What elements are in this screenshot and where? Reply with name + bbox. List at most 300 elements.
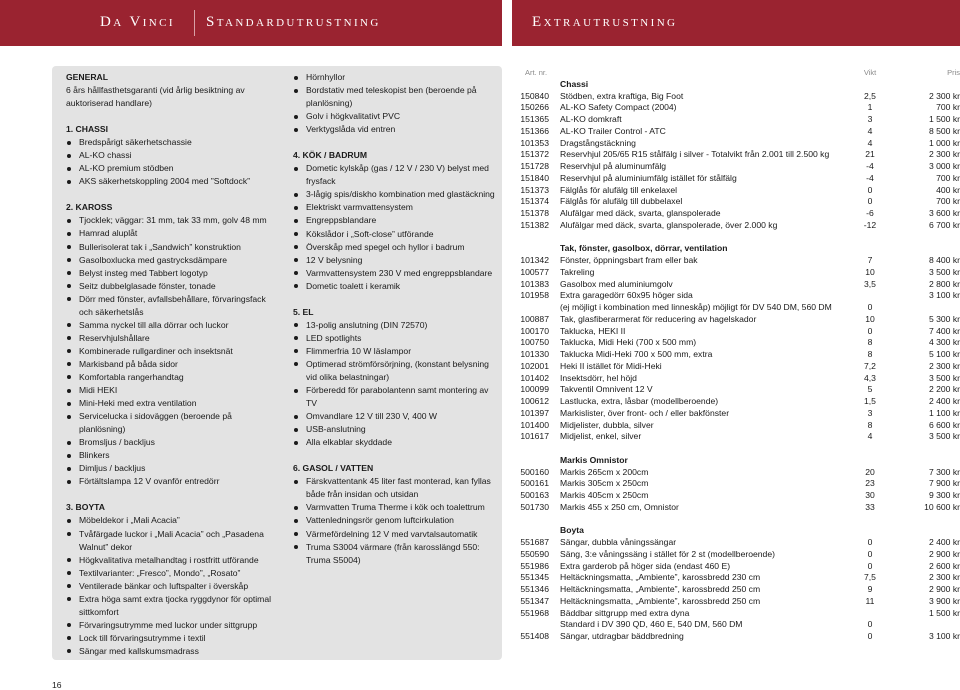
item-price: 2 900 kr (928, 584, 960, 594)
section-heading: 1. CHASSI (66, 124, 109, 135)
table-row (516, 220, 960, 232)
bullet-list (66, 136, 278, 188)
list-item: Ventilerade bänkar och luftspalter i överskåp (66, 580, 278, 593)
spacer (293, 293, 498, 306)
list-item: Överskåp med spegel och hyllor i badrum (293, 241, 498, 254)
item-price: 2 300 kr (928, 149, 960, 160)
item-price: 3 100 kr (928, 290, 960, 301)
article-number: 101958 (520, 290, 549, 301)
article-number: 551347 (520, 595, 549, 606)
spacer (66, 488, 278, 501)
list-item: Dimljus / backljus (66, 462, 278, 475)
article-number: 100577 (520, 266, 549, 277)
list-item: Bromsljus / backljus (66, 436, 278, 449)
item-weight: 4 (867, 137, 873, 148)
list-item: Tvåfärgade luckor i „Mali Acacia” och „Pasadena Walnut” dekor (66, 528, 278, 554)
section-heading: 3. BOYTA (66, 502, 105, 513)
item-description: Alufälgar med däck, svarta, glanspolerade, över 2.000 kg (560, 219, 778, 230)
item-description: Gasolbox med aluminiumgolv (560, 278, 673, 289)
article-number: 500163 (520, 490, 549, 500)
list-item: Alla elkablar skyddade (293, 436, 498, 449)
table-row (516, 467, 960, 479)
table-row (516, 173, 960, 185)
list-item: Komfortabla rangerhandtag (66, 371, 278, 384)
item-weight: 0 (867, 302, 873, 312)
item-description: Extra garagedörr 60x95 höger sida (560, 290, 693, 301)
item-weight: 7,5 (864, 572, 876, 583)
list-item: Optimerad strömförsörjning, (konstant belysning vid olika belastningar) (293, 358, 498, 384)
table-row (516, 185, 960, 197)
item-price: 1 000 kr (928, 137, 960, 148)
list-item: Varmvatten Truma Therme i kök och toalettrum (293, 501, 498, 514)
section-heading: 4. KÖK / BADRUM (293, 150, 368, 161)
brand-title: Da Vinci (100, 14, 175, 30)
item-price: 2 900 kr (928, 548, 960, 559)
item-price: 1 500 kr (928, 607, 960, 618)
item-weight: 4 (867, 431, 873, 442)
list-item: Förvaringsutrymme med luckor under sittgrupp (66, 619, 278, 632)
table-row (516, 478, 960, 490)
item-description: Taklucka, HEKI II (560, 325, 626, 336)
banner-divider (194, 10, 195, 36)
list-item: Bordstativ med teleskopist ben (beroende på planlösning) (293, 84, 498, 110)
item-price: 2 400 kr (928, 537, 960, 547)
item-description: Heki II istället för Midi-Heki (560, 360, 662, 371)
table-row (516, 549, 960, 561)
item-price: 2 800 kr (928, 278, 960, 289)
list-item: Midi HEKI (66, 384, 278, 397)
item-price: 3 500 kr (928, 431, 960, 442)
list-item: Gasolboxlucka med gastrycksdämpare (66, 254, 278, 267)
table-row (516, 420, 960, 432)
article-number: 151366 (520, 125, 549, 136)
spacer (516, 443, 960, 455)
item-weight: 0 (867, 325, 873, 336)
item-weight: 21 (865, 149, 875, 160)
item-description: AL-KO domkraft (560, 114, 622, 124)
item-weight: 4 (867, 125, 873, 136)
item-weight: 10 (865, 313, 875, 324)
list-item: Servicelucka i sidoväggen (beroende på planlösning) (66, 410, 278, 436)
item-description: Taklucka, Midi Heki (700 x 500 mm) (560, 337, 697, 348)
list-item: Truma S3004 värmare (från karosslängd 550: Truma S5004) (293, 541, 498, 567)
list-item: Kombinerade rullgardiner och insektsnät (66, 345, 278, 358)
list-item: Dometic kylskåp (gas / 12 V / 230 V) belyst med frysfack (293, 162, 498, 188)
list-item: Extra höga samt extra tjocka ryggdynor för optimal sittkomfort (66, 593, 278, 619)
article-number: 150266 (520, 102, 549, 113)
article-number: 151372 (520, 149, 549, 160)
item-weight: 30 (865, 490, 875, 500)
item-weight: 20 (865, 466, 875, 477)
item-price: 1 100 kr (928, 407, 960, 418)
item-description: Lastlucka, extra, låsbar (modellberoende) (560, 396, 719, 406)
group-heading (516, 243, 960, 255)
bullet-list (293, 162, 498, 292)
item-price: 2 300 kr (928, 360, 960, 371)
list-item: AKS säkerhetskoppling 2004 med ”Softdock” (66, 175, 278, 188)
item-description: Sängar, dubbla våningssängar (560, 537, 677, 547)
column-header-price: Pris (947, 68, 960, 77)
extra-title: Extrautrustning (532, 14, 678, 30)
table-row (516, 572, 960, 584)
article-number: 151373 (520, 184, 549, 195)
list-item: Sängar med kallskumsmadrass (66, 645, 278, 658)
item-weight: 0 (867, 548, 873, 559)
list-item: AL-KO chassi (66, 149, 278, 162)
table-header (516, 67, 960, 79)
bullet-list (66, 214, 278, 488)
group-heading (516, 525, 960, 537)
article-number: 101383 (520, 278, 549, 289)
list-item: Golv i högkvalitativt PVC (293, 110, 498, 123)
item-price: 5 300 kr (928, 313, 960, 324)
item-description: Markislister, över front- och / eller bakfönster (560, 407, 730, 418)
table-row (516, 431, 960, 443)
item-weight: 7 (867, 255, 873, 265)
item-weight: 0 (867, 560, 873, 571)
list-item: Elektriskt varmvattensystem (293, 201, 498, 214)
table-row (516, 537, 960, 549)
article-number: 100170 (520, 325, 549, 336)
item-price: 700 kr (936, 102, 960, 113)
article-number: 101617 (520, 431, 549, 442)
table-row (516, 126, 960, 138)
item-weight: -12 (863, 219, 877, 230)
article-number: 551345 (520, 572, 549, 583)
bullet-list (293, 319, 498, 449)
standard-column-2 (293, 71, 498, 567)
list-item: Dometic toalett i keramik (293, 280, 498, 293)
list-item: Dörr med fönster, avfallsbehållare, förvaringsfack och säkerhetslås (66, 293, 278, 319)
item-weight: 2,5 (864, 90, 876, 101)
table-row (516, 114, 960, 126)
item-price: 6 600 kr (928, 419, 960, 430)
article-number: 151382 (520, 219, 549, 230)
list-item: Tjocklek; väggar: 31 mm, tak 33 mm, golv 48 mm (66, 214, 278, 227)
item-description: Reservhjul på aluminiumfälg istället för stålfälg (560, 172, 737, 183)
item-price: 1 500 kr (928, 114, 960, 124)
item-price: 700 kr (936, 172, 960, 183)
item-price: 3 500 kr (928, 266, 960, 277)
item-weight: 10 (865, 266, 875, 277)
item-weight: 3 (867, 114, 873, 124)
table-row (516, 408, 960, 420)
item-weight: 23 (865, 478, 875, 489)
table-row (516, 326, 960, 338)
list-item: Kökslådor i „Soft-close” utförande (293, 228, 498, 241)
article-number: 100887 (520, 313, 549, 324)
table-row (516, 619, 960, 631)
spacer (293, 136, 498, 149)
article-number: 551687 (520, 537, 549, 547)
table-row (516, 91, 960, 103)
list-item: Bullerisolerat tak i „Sandwich” konstruktion (66, 241, 278, 254)
item-weight: -4 (866, 161, 874, 171)
item-price: 3 600 kr (928, 208, 960, 218)
list-item: Markisband på båda sidor (66, 358, 278, 371)
item-description: Alufälgar med däck, svarta, glanspolerade (560, 208, 721, 218)
item-description: Extra garderob på höger sida (endast 460 E) (560, 560, 731, 571)
item-weight: 7,2 (864, 360, 876, 371)
table-row (516, 138, 960, 150)
article-number: 151365 (520, 114, 549, 124)
section-heading: 5. EL (293, 306, 314, 317)
list-item: LED spotlights (293, 332, 498, 345)
item-price: 6 700 kr (928, 219, 960, 230)
group-heading (516, 455, 960, 467)
item-weight: 11 (865, 595, 875, 606)
list-item: Reservhjulshållare (66, 332, 278, 345)
article-number: 551986 (520, 560, 549, 571)
article-number: 150840 (520, 90, 549, 101)
item-price: 3 900 kr (928, 595, 960, 606)
article-number: 101397 (520, 407, 549, 418)
item-weight: 0 (867, 619, 873, 630)
item-description: Sängar, utdragbar bäddbredning (560, 631, 684, 641)
list-item: Värmefördelning 12 V med varvtalsautomatik (293, 528, 498, 541)
item-description: Fönster, öppningsbart fram eller bak (560, 255, 698, 265)
list-item: Verktygslåda vid entren (293, 123, 498, 136)
table-row (516, 631, 960, 643)
list-item: Hamrad aluplåt (66, 227, 278, 240)
item-description: Tak, glasfiberarmerat för reducering av hagelskador (560, 313, 757, 324)
item-weight: 9 (867, 584, 873, 594)
table-row (516, 302, 960, 314)
list-item: 13-polig anslutning (DIN 72570) (293, 319, 498, 332)
item-price: 3 100 kr (928, 631, 960, 641)
table-row (516, 596, 960, 608)
list-item: Textilvarianter: „Fresco”, Mondo”, „Rosato” (66, 567, 278, 580)
list-item: 12 V belysning (293, 254, 498, 267)
list-item: AL-KO premium stödben (66, 162, 278, 175)
list-item: Lock till förvaringsutrymme i textil (66, 632, 278, 645)
article-number: 100612 (520, 396, 549, 406)
table-row (516, 502, 960, 514)
item-price: 2 300 kr (928, 572, 960, 583)
item-description: Dragstångstäckning (560, 137, 636, 148)
article-number: 100750 (520, 337, 549, 348)
bullet-list (293, 71, 498, 136)
item-description: Stödben, extra kraftiga, Big Foot (560, 90, 684, 101)
item-weight: 1,5 (864, 396, 876, 406)
table-row (516, 608, 960, 620)
group-title: Boyta (560, 525, 584, 536)
list-item: Varmvattensystem 230 V med engreppsblandare (293, 267, 498, 280)
item-weight: 5 (867, 384, 873, 395)
paragraph: 6 års hållfasthetsgaranti (vid årlig besiktning av auktoriserad handlare) (66, 85, 245, 109)
item-weight: 8 (867, 337, 873, 348)
item-description: Reservhjul på aluminumfälg (560, 161, 667, 171)
item-description: Markis 405cm x 250cm (560, 490, 649, 500)
extra-banner (512, 0, 960, 46)
standard-title: Standardutrustning (206, 14, 381, 30)
item-price: 8 500 kr (928, 125, 960, 136)
table-row (516, 196, 960, 208)
item-description: Säng, 3:e våningssäng i stället för 2 st (modellberoende) (560, 548, 775, 559)
list-item: Förtältslampa 12 V ovanför entredörr (66, 475, 278, 488)
group-title: Tak, fönster, gasolbox, dörrar, ventilation (560, 243, 728, 254)
item-price: 7 300 kr (928, 466, 960, 477)
item-description: Reservhjul 205/65 R15 stålfälg i silver - Totalvikt från 2.001 till 2.500 kg (560, 149, 830, 160)
article-number: 551408 (520, 631, 549, 641)
spacer (66, 110, 278, 123)
table-row (516, 561, 960, 573)
spacer (293, 449, 498, 462)
list-item: Mini-Heki med extra ventilation (66, 397, 278, 410)
table-row (516, 161, 960, 173)
article-number: 500161 (520, 478, 549, 489)
table-row (516, 208, 960, 220)
item-price: 2 600 kr (928, 560, 960, 571)
item-price: 9 300 kr (928, 490, 960, 500)
item-description: AL-KO Trailer Control - ATC (560, 125, 666, 136)
item-description: Taklucka Midi-Heki 700 x 500 mm, extra (560, 349, 713, 359)
article-number: 151728 (520, 161, 549, 171)
article-number: 101353 (520, 137, 549, 148)
table-row (516, 314, 960, 326)
item-price: 8 400 kr (928, 255, 960, 265)
list-item: Omvandlare 12 V till 230 V, 400 W (293, 410, 498, 423)
item-price: 7 900 kr (928, 478, 960, 489)
item-weight: 33 (865, 501, 875, 512)
table-row (516, 149, 960, 161)
item-description: Bäddbar sittgrupp med extra dyna (560, 607, 690, 618)
standard-banner (0, 0, 502, 46)
page-number: 16 (52, 680, 62, 690)
item-weight: 0 (867, 196, 873, 207)
article-number: 151378 (520, 208, 549, 218)
article-number: 100099 (520, 384, 549, 395)
item-price: 10 600 kr (924, 501, 960, 512)
item-description: Standard i DV 390 QD, 460 E, 540 DM, 560 DM (560, 619, 743, 630)
list-item: Vattenledningsrör genom luftcirkulation (293, 514, 498, 527)
group-heading (516, 79, 960, 91)
item-weight: 8 (867, 419, 873, 430)
item-price: 3 500 kr (928, 372, 960, 383)
item-description: Markis 265cm x 200cm (560, 466, 649, 477)
spacer (66, 188, 278, 201)
item-description: Heltäckningsmatta, „Ambiente”, karossbredd 250 cm (560, 584, 761, 594)
list-item: Belyst insteg med Tabbert logotyp (66, 267, 278, 280)
item-price: 7 400 kr (928, 325, 960, 336)
table-row (516, 396, 960, 408)
list-item: Blinkers (66, 449, 278, 462)
item-price: 2 200 kr (928, 384, 960, 395)
table-row (516, 361, 960, 373)
item-description: Midjelister, dubbla, silver (560, 419, 654, 430)
bullet-list (293, 475, 498, 566)
standard-column-1 (66, 71, 278, 658)
table-row (516, 279, 960, 291)
item-weight: 3 (867, 407, 873, 418)
article-number: 500160 (520, 466, 549, 477)
list-item: Förberedd för parabolantenn samt montering av TV (293, 384, 498, 410)
item-description: Takventil Omnivent 12 V (560, 384, 653, 395)
extra-equipment-table (516, 67, 960, 643)
item-description: Heltäckningsmatta, „Ambiente”, karossbredd 250 cm (560, 595, 761, 606)
list-item: Flimmerfria 10 W läslampor (293, 345, 498, 358)
list-item: Hörnhyllor (293, 71, 498, 84)
section-heading: 2. KAROSS (66, 202, 113, 213)
item-description: AL-KO Safety Compact (2004) (560, 102, 677, 113)
article-number: 101330 (520, 349, 549, 359)
item-price: 3 000 kr (928, 161, 960, 171)
item-weight: -6 (866, 208, 874, 218)
item-weight: -4 (866, 172, 874, 183)
article-number: 501730 (520, 501, 549, 512)
table-row (516, 490, 960, 502)
list-item: 3-lågig spis/diskho kombination med glastäckning (293, 188, 498, 201)
list-item: Engreppsblandare (293, 214, 498, 227)
article-number: 151840 (520, 172, 549, 183)
item-description: Markis 305cm x 250cm (560, 478, 649, 489)
item-description: Fälglås för alufälg till enkelaxel (560, 184, 678, 195)
item-description: (ej möjligt i kombination med linneskåp) möjligt för DV 540 DM, 560 DM (560, 302, 832, 312)
table-row (516, 102, 960, 114)
item-description: Heltäckningsmatta, „Ambiente”, karossbredd 230 cm (560, 572, 761, 583)
item-description: Markis 455 x 250 cm, Omnistor (560, 501, 679, 512)
table-row (516, 349, 960, 361)
article-number: 551346 (520, 584, 549, 594)
item-price: 2 400 kr (928, 396, 960, 406)
group-title: Chassi (560, 78, 589, 89)
list-item: Högkvalitativa metalhandtag i rostfritt utförande (66, 554, 278, 567)
list-item: Seitz dubbelglasade fönster, tonade (66, 280, 278, 293)
item-price: 5 100 kr (928, 349, 960, 359)
table-row (516, 384, 960, 396)
table-row (516, 267, 960, 279)
table-row (516, 290, 960, 302)
list-item: USB-anslutning (293, 423, 498, 436)
article-number: 551968 (520, 607, 549, 618)
section-heading: 6. GASOL / VATTEN (293, 463, 374, 474)
table-row (516, 337, 960, 349)
item-description: Fälglås för alufälg till dubbelaxel (560, 196, 683, 207)
section-heading: GENERAL (66, 72, 109, 82)
item-weight: 3,5 (864, 278, 876, 289)
item-weight: 0 (867, 184, 873, 195)
list-item: Samma nyckel till alla dörrar och luckor (66, 319, 278, 332)
list-item: Färskvattentank 45 liter fast monterad, kan fyllas både från insidan och utsidan (293, 475, 498, 501)
article-number: 151374 (520, 196, 549, 207)
article-number: 550590 (520, 548, 549, 559)
table-row (516, 255, 960, 267)
column-header-art: Art. nr. (525, 68, 548, 77)
item-weight: 1 (867, 102, 873, 113)
item-price: 2 300 kr (928, 90, 960, 101)
article-number: 101402 (520, 372, 549, 383)
item-weight: 0 (867, 631, 873, 641)
item-weight: 8 (867, 349, 873, 359)
list-item: Bredspårigt säkerhetschassie (66, 136, 278, 149)
item-description: Insektsdörr, hel höjd (560, 372, 637, 383)
bullet-list (66, 514, 278, 658)
article-number: 102001 (520, 360, 549, 371)
item-price: 700 kr (936, 196, 960, 207)
spacer (516, 514, 960, 526)
table-row (516, 373, 960, 385)
column-header-weight: Vikt (863, 68, 877, 77)
group-title: Markis Omnistor (560, 454, 628, 465)
table-row (516, 584, 960, 596)
item-price: 400 kr (936, 184, 960, 195)
item-price: 4 300 kr (928, 337, 960, 348)
item-description: Midjelist, enkel, silver (560, 431, 642, 442)
spacer (516, 232, 960, 244)
list-item: Möbeldekor i „Mali Acacia” (66, 514, 278, 527)
item-weight: 0 (867, 537, 873, 547)
item-description: Takreling (560, 266, 595, 277)
